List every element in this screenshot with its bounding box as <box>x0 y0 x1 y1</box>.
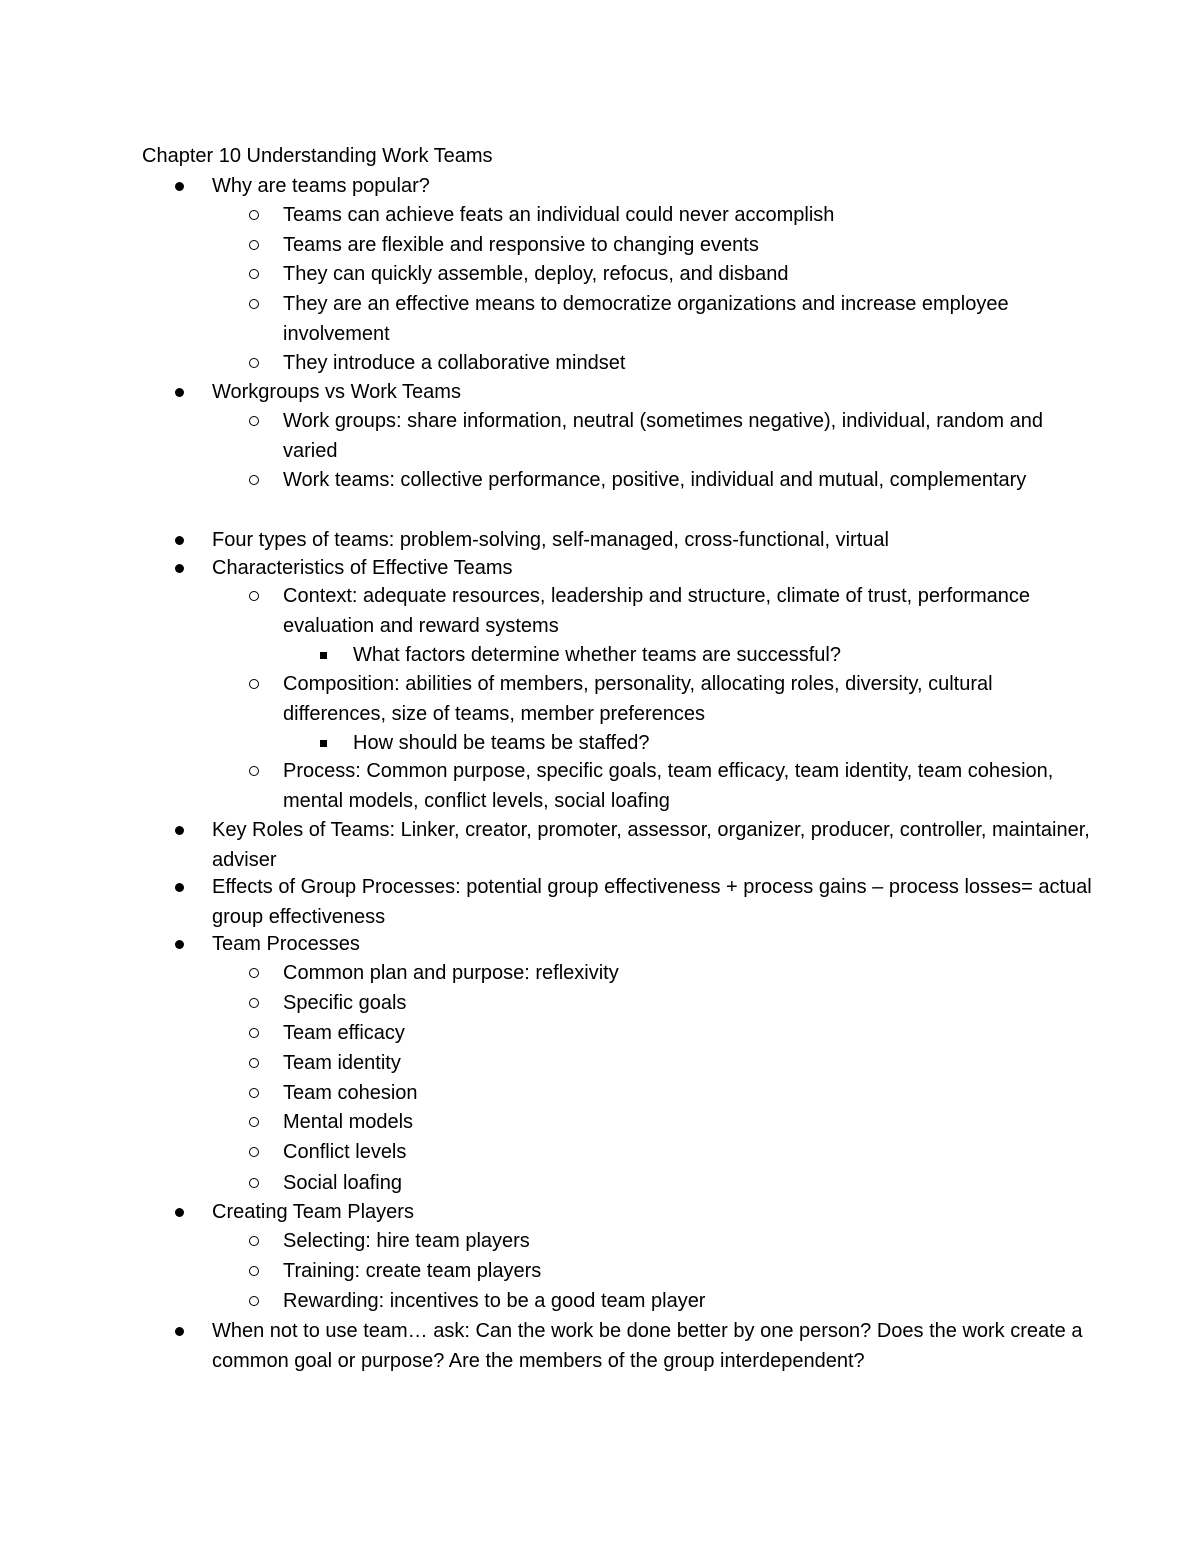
list-item: Four types of teams: problem-solving, self-managed, cross-functional, virtual <box>212 526 1092 556</box>
list-item: Social loafing <box>283 1169 1083 1199</box>
bullet-square-icon <box>320 652 327 659</box>
list-item: Conflict levels <box>283 1138 1083 1168</box>
list-item: Context: adequate resources, leadership and structure, climate of trust, performance evaluation and reward systems <box>283 582 1083 641</box>
bullet-circle-icon <box>249 968 259 978</box>
list-item: Process: Common purpose, specific goals, team efficacy, team identity, team cohesion, mental models, conflict levels, social loafing <box>283 757 1083 816</box>
list-item: Workgroups vs Work Teams <box>212 378 1092 408</box>
list-item: Effects of Group Processes: potential group effectiveness + process gains – process losses= actual group effectiveness <box>212 873 1092 932</box>
list-item: Common plan and purpose: reflexivity <box>283 959 1083 989</box>
bullet-circle-icon <box>249 591 259 601</box>
bullet-disc-icon <box>175 536 184 545</box>
bullet-circle-icon <box>249 475 259 485</box>
list-item: Teams are flexible and responsive to changing events <box>283 231 1083 261</box>
bullet-square-icon <box>320 740 327 747</box>
bullet-circle-icon <box>249 240 259 250</box>
list-item: They introduce a collaborative mindset <box>283 349 1083 379</box>
list-item: Why are teams popular? <box>212 172 1092 202</box>
bullet-circle-icon <box>249 998 259 1008</box>
bullet-circle-icon <box>249 1058 259 1068</box>
bullet-circle-icon <box>249 1088 259 1098</box>
list-item: Specific goals <box>283 989 1083 1019</box>
list-item: Teams can achieve feats an individual could never accomplish <box>283 201 1083 231</box>
list-item: Team efficacy <box>283 1019 1083 1049</box>
list-item: Creating Team Players <box>212 1198 1092 1228</box>
document-title: Chapter 10 Understanding Work Teams <box>142 145 493 167</box>
list-item: What factors determine whether teams are successful? <box>353 641 1083 671</box>
bullet-circle-icon <box>249 1266 259 1276</box>
bullet-circle-icon <box>249 299 259 309</box>
list-item: How should be teams be staffed? <box>353 729 1083 759</box>
list-item: Training: create team players <box>283 1257 1083 1287</box>
list-item: They can quickly assemble, deploy, refocus, and disband <box>283 260 1083 290</box>
list-item: Key Roles of Teams: Linker, creator, promoter, assessor, organizer, producer, controller, maintainer, adviser <box>212 816 1092 875</box>
bullet-circle-icon <box>249 766 259 776</box>
bullet-disc-icon <box>175 388 184 397</box>
bullet-circle-icon <box>249 269 259 279</box>
list-item: Work groups: share information, neutral (sometimes negative), individual, random and varied <box>283 407 1083 466</box>
bullet-disc-icon <box>175 1327 184 1336</box>
list-item: They are an effective means to democratize organizations and increase employee involvement <box>283 290 1083 349</box>
list-item: Selecting: hire team players <box>283 1227 1083 1257</box>
bullet-circle-icon <box>249 416 259 426</box>
list-item: Team Processes <box>212 930 1092 960</box>
bullet-circle-icon <box>249 1236 259 1246</box>
bullet-circle-icon <box>249 210 259 220</box>
list-item: Work teams: collective performance, positive, individual and mutual, complementary <box>283 466 1083 496</box>
bullet-disc-icon <box>175 182 184 191</box>
bullet-disc-icon <box>175 826 184 835</box>
bullet-disc-icon <box>175 564 184 573</box>
list-item: Composition: abilities of members, personality, allocating roles, diversity, cultural differences, size of teams, member preferences <box>283 670 1083 729</box>
bullet-circle-icon <box>249 358 259 368</box>
bullet-circle-icon <box>249 1117 259 1127</box>
list-item: Characteristics of Effective Teams <box>212 554 1092 584</box>
list-item: Team identity <box>283 1049 1083 1079</box>
bullet-disc-icon <box>175 940 184 949</box>
bullet-circle-icon <box>249 679 259 689</box>
list-item: Rewarding: incentives to be a good team player <box>283 1287 1083 1317</box>
bullet-circle-icon <box>249 1147 259 1157</box>
list-item: Mental models <box>283 1108 1083 1138</box>
bullet-circle-icon <box>249 1178 259 1188</box>
bullet-disc-icon <box>175 883 184 892</box>
list-item: Team cohesion <box>283 1079 1083 1109</box>
bullet-disc-icon <box>175 1208 184 1217</box>
bullet-circle-icon <box>249 1028 259 1038</box>
bullet-circle-icon <box>249 1296 259 1306</box>
list-item: When not to use team… ask: Can the work be done better by one person? Does the work create a common goal or purpose? Are the members of the group interdependent? <box>212 1317 1092 1376</box>
